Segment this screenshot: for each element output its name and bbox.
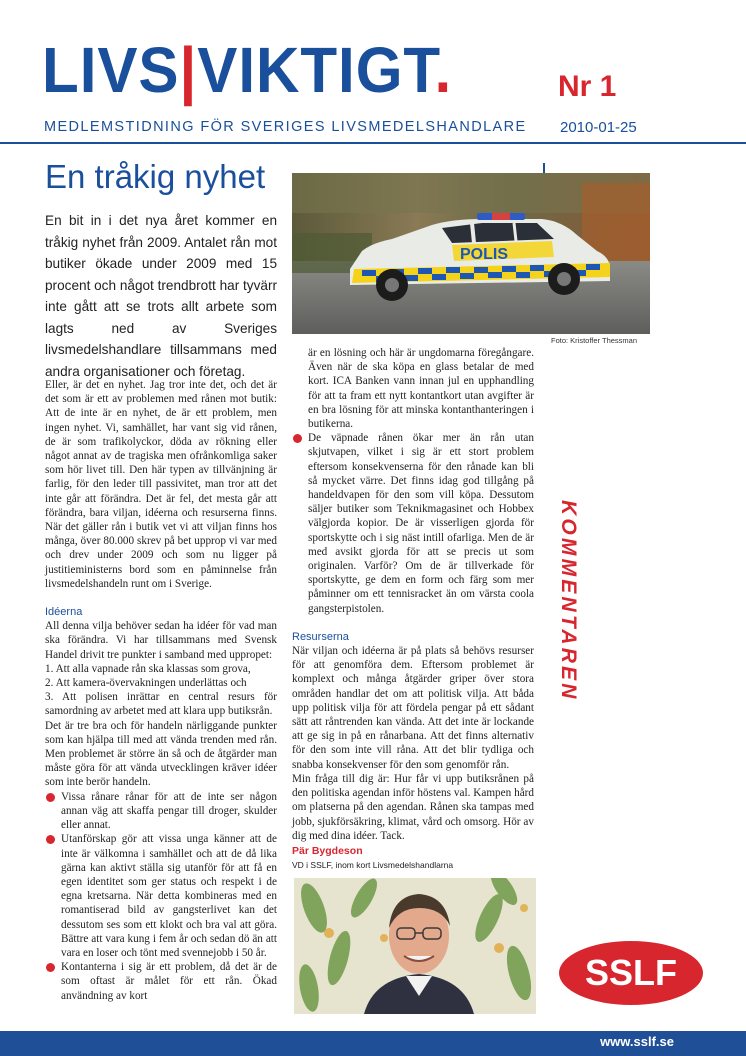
footer-link[interactable]: www.sslf.se: [600, 1034, 674, 1049]
subheading-resources: Resurserna: [292, 630, 349, 643]
vertical-label-text: KOMMENTAREN: [557, 500, 580, 702]
section-label-vertical: [552, 496, 592, 736]
masthead-title-left: LIVS: [42, 34, 180, 106]
list-item: 2. Att kamera-övervakningen underlättas och: [45, 677, 247, 690]
list-item: 3. Att polisen inrättar en central resurs för samordning av arbetet med att klara upp butiksrån.: [45, 691, 277, 718]
sslf-logo: [558, 940, 704, 1006]
bullet-dot-icon: [46, 835, 55, 844]
body-paragraph: Eller, är det en nyhet. Jag tror inte det, och det är det som är ett av problemen med rånen mot butik: Att de inte är en nyhet, de är ett problem, men ingen nyhet. Vi, samhället, har vant sig vid rånen, de är som trafikolyckor, döda av rökning eller något annat av de tragiska men ofrånkomliga saker som hör livet till. Den här typen av tillvänjning är farlig, för den leder till passivitet, man tror att det inte går att förändra. Det är fel, det mesta går att förändra, bara viljan, idéerna och resurserna finns. När det gäller rån i butik vet vi att viljan finns hos många, över 80.000 skrev på bet upprop vi var med och drev under 2009 och som nu ligger på justitieministerns bord som en påminnelse från livsmedelshandeln runt om i Sverige.: [45, 379, 277, 590]
article-lead: En bit in i det nya året kommer en tråkig nyhet från 2009. Antalet rån mot butiker ökade under 2009 med 15 procent och något trendbrott har tyvärr inte gått att se trots allt arbete som lagts ned av Sveriges livsmedelshandlare tillsammans med andra organisationer och företag.: [45, 213, 277, 379]
signature-title: VD i SSLF, inom kort Livsmedelshandlarna: [292, 860, 454, 870]
body-paragraph: Min fråga till dig är: Hur får vi upp butiksrånen på den politiska agendan inför höstens val. Kampen hård om platserna på den agendan. Rånen ska tampas med jobb, sjukförsäkring, klimat, vård och omsorg. Hör av dig med dina idéer. Tack.: [292, 772, 534, 842]
police-car-photo: [292, 173, 650, 334]
column-2: [292, 346, 534, 843]
police-label: POLIS: [460, 246, 509, 263]
tagline: MEDLEMSTIDNING FÖR SVERIGES LIVSMEDELSHANDLARE: [44, 119, 527, 135]
body-paragraph: är en lösning och här är ungdomarna föregångare. Även när de ska köpa en glass betalar de med kort. ICA Banken vann innan jul en upphandling för att ta fram ett nytt kontantkort utan avgifter är en bra lösning för att minska kontanthanteringen i butikerna.: [308, 347, 534, 431]
bullet-item: Vissa rånare rånar för att de inte ser någon annan väg att skaffa pengar till droger, skulder eller annat.: [45, 790, 277, 833]
masthead-dot: .: [434, 34, 453, 106]
bullet-item: De väpnade rånen ökar mer än rån utan skjutvapen, vilket i sig är ett stort problem eftersom konsekvenserna för den rånade kan bli så mycket värre. Det finns idag god tillgång på handeldvapen för den som vill köpa. Dessutom säljer butiker som Teknikmagasinet och Hobbex välgjorda kopior. De är visserligen gjorda för sportskytte och i sig näst intill ofarliga. Men de är med avsikt gjorda för att se precis ut som originalen. Varför? Om de är tillverkade för sportskytte, ge dem en form och färg som mer påminner om ett tennisracket än om värsta coola gangsterpistolen.: [292, 431, 534, 616]
body-paragraph: Det är tre bra och för handeln närliggande punkter som kan hjälpa till med att vända trenden med rån. Men problemet är större än så och de åtgärder man måste göra för att vända utvecklingen kräver idéer som inte berör handeln.: [45, 719, 277, 789]
subheading-ideas: Idéerna: [45, 606, 83, 619]
signature-name: Pär Bygdeson: [292, 845, 363, 857]
masthead-title-right: VIKTIGT: [197, 34, 435, 106]
masthead-title: [42, 34, 453, 106]
issue-date: 2010-01-25: [560, 119, 637, 136]
photo-caption: Foto: Kristoffer Thessman: [551, 336, 638, 345]
bullet-dot-icon: [46, 793, 55, 802]
header-divider: [0, 142, 746, 144]
list-item: 1. Att alla vapnade rån ska klassas som grova,: [45, 662, 251, 675]
bullet-item: Utanförskap gör att vissa unga känner att de inte är välkomna i samhället och att de då lika gärna kan aktivt ställa sig utanför för att få en egen identitet som ger status och respekt i de egna kretsarna. När detta kombineras med en romantiserad bild av gangsterlivet kan det dessutom ses som ett klokt och bra val att göra. Bättre att vara kung i fem år och sedan dö än att vara en loser och tönt med svennejobb i 50 år.: [45, 832, 277, 960]
column-1: [45, 378, 277, 1003]
bullet-dot-icon: [293, 434, 302, 443]
article-headline: En tråkig nyhet: [45, 158, 266, 195]
bullet-dot-icon: [46, 963, 55, 972]
issue-number: Nr 1: [558, 70, 617, 103]
bullet-item: Kontanterna i sig är ett problem, då det är de som oftast är målet för ett rån. Ökad användning av kort: [45, 960, 277, 1003]
author-portrait: [294, 878, 536, 1014]
logo-text: SSLF: [584, 952, 678, 993]
body-paragraph: När viljan och idéerna är på plats så behövs resurser för att genomföra dem. Eftersom problemet är komplext och många åtgärder griper över stora områden handlar det om att politisk vilja. Att båda upp politisk vilja för att fördela pengar på ett sådant sätt att råntrenden kan vända. Att det inte är lockande att ge sig in på en rånarbana. Att det finns alternativ för den som inte vill råna. Att det blir tydliga och snabba konsekvenser för den som genomför rån.: [292, 645, 534, 771]
masthead-separator: |: [179, 34, 198, 106]
body-paragraph: All denna vilja behöver sedan ha idéer för vad man ska förändra. Vi har tillsammans med Svensk Handel drivit tre punkter i samband med uppropet:: [45, 620, 277, 661]
